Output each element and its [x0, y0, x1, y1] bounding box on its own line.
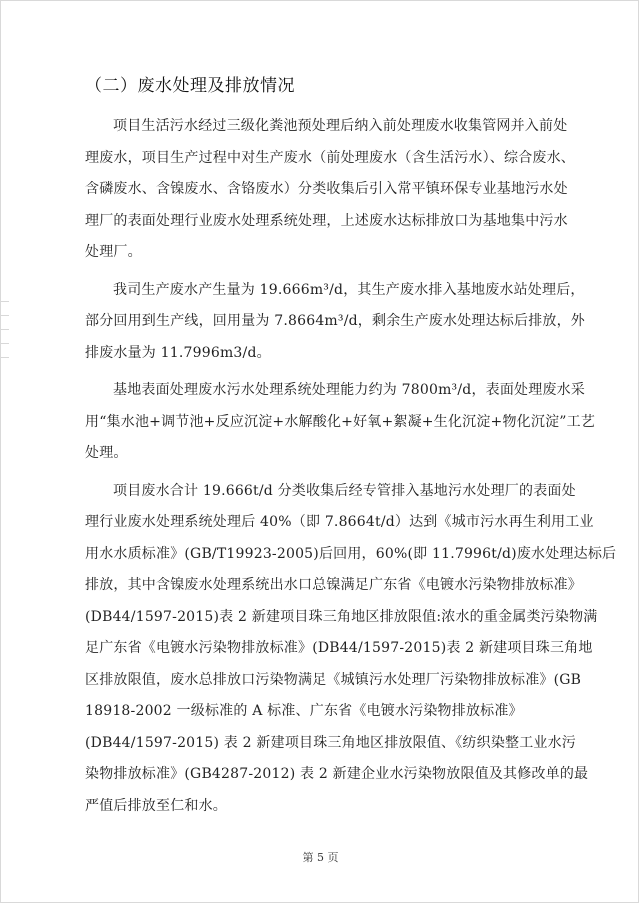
paragraph-line: 含磷废水、含镍废水、含铬废水）分类收集后引入常平镇环保专业基地污水处 — [85, 181, 568, 197]
paragraph-line: 处理厂。 — [85, 244, 142, 260]
paragraph-line: 理厂的表面处理行业废水处理系统处理，上述废水达标排放口为基地集中污水 — [85, 212, 568, 229]
paragraph-line: 项目废水合计 19.666t/d 分类收集后经专管排入基地污水处理厂的表面处 — [113, 482, 576, 499]
paragraph-line: 用“集水池+调节池+反应沉淀+水解酸化+好氧+絮凝+生化沉淀+物化沉淀”工艺 — [85, 413, 596, 430]
paragraph-line: (DB44/1597-2015) 表 2 新建项目珠三角地区排放限值、《纺织染整工业水污 — [85, 734, 577, 751]
edge-scan-marks — [1, 301, 9, 371]
paragraph-line: 足广东省《电镀水污染物排放标准》(DB44/1597-2015)表 2 新建项目珠三角地 — [85, 640, 593, 656]
paragraph-line: 用水水质标准》(GB/T19923-2005)后回用，60%(即 11.7996t/d)废水处理达标后 — [85, 545, 617, 562]
paragraph-2 — [85, 275, 605, 370]
paragraph-line: (DB44/1597-2015)表 2 新建项目珠三角地区排放限值:浓水的重金属类污染物满 — [85, 608, 598, 625]
page-content — [85, 73, 617, 828]
paragraph-line: 我司生产废水产生量为 19.666m³/d，其生产废水排入基地废水站处理后， — [113, 281, 585, 298]
paragraph-line: 处理。 — [85, 445, 128, 461]
paragraph-line: 严值后排放至仁和水。 — [85, 797, 227, 814]
paragraph-line: 18918-2002 一级标准的 A 标准、广东省《电镀水污染物排放标准》 — [85, 703, 523, 719]
paragraph-4 — [85, 476, 617, 823]
paragraph-line: 区排放限值，废水总排放口污染物满足《城镇污水处理厂污染物排放标准》(GB — [85, 671, 582, 688]
paragraph-line: 基地表面处理废水污水处理系统处理能力约为 7800m³/d，表面处理废水采 — [113, 382, 586, 398]
paragraph-line: 染物排放标准》(GB4287-2012) 表 2 新建企业水污染物放限值及其修改单的最 — [85, 766, 589, 782]
paragraph-3 — [85, 375, 605, 470]
paragraph-line: 项目生活污水经过三级化粪池预处理后纳入前处理废水收集管网并入前处 — [113, 118, 568, 134]
paragraph-line: 理行业废水处理系统处理后 40%（即 7.8664t/d）达到《城市污水再生利用工业 — [85, 514, 594, 530]
paragraph-1 — [85, 111, 605, 269]
page-number: 第 5 页 — [302, 851, 339, 864]
paragraph-line: 部分回用到生产线，回用量为 7.8664m³/d，剩余生产废水处理达标后排放，外 — [85, 313, 586, 329]
paragraph-line: 排放，其中含镍废水处理系统出水口总镍满足广东省《电镀水污染物排放标准》 — [85, 577, 582, 593]
section-heading: （二）废水处理及排放情况 — [85, 76, 295, 96]
paragraph-line: 理废水，项目生产过程中对生产废水（前处理废水（含生活污水）、综合废水、 — [85, 149, 575, 166]
paragraph-line: 排废水量为 11.7996m3/d。 — [85, 344, 271, 361]
